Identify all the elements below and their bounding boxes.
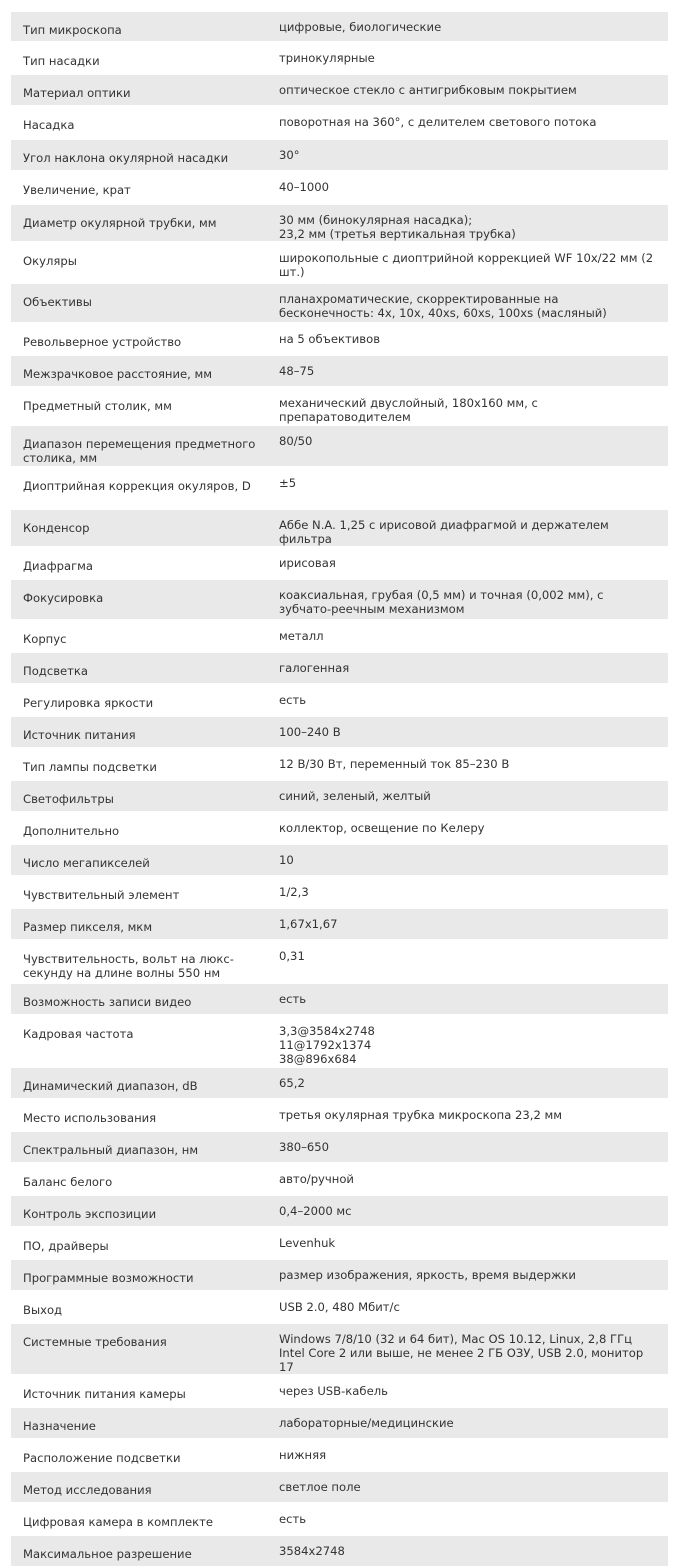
spec-value: механический двуслойный, 180х160 мм, с препаратоводителем: [268, 388, 668, 424]
spec-row: [11, 1016, 668, 1066]
spec-row: [11, 324, 668, 354]
spec-key: Размер пикселя, мкм: [11, 909, 268, 939]
spec-row: [11, 1324, 668, 1374]
spec-row: [11, 941, 668, 982]
spec-value: ирисовая: [268, 548, 668, 578]
spec-key: Динамический диапазон, dB: [11, 1068, 268, 1098]
spec-value: Levenhuk: [268, 1228, 668, 1258]
spec-key: Диапазон перемещения предметного столика, мм: [11, 426, 268, 466]
spec-row: [11, 877, 668, 907]
spec-key: Угол наклона окулярной насадки: [11, 140, 268, 170]
spec-row: [11, 1260, 668, 1290]
spec-key: Револьверное устройство: [11, 324, 268, 354]
spec-value: нижняя: [268, 1440, 668, 1470]
spec-value: светлое поле: [268, 1472, 668, 1502]
spec-key: Диоптрийная коррекция окуляров, D: [11, 468, 268, 508]
spec-row: [11, 621, 668, 651]
spec-key: Максимальное разрешение: [11, 1536, 268, 1566]
spec-row: [11, 43, 668, 73]
spec-value: галогенная: [268, 653, 668, 683]
spec-value: есть: [268, 1504, 668, 1534]
spec-key: Конденсор: [11, 510, 268, 546]
spec-key: Материал оптики: [11, 75, 268, 105]
spec-key: Источник питания: [11, 717, 268, 747]
spec-value: 80/50: [268, 426, 668, 466]
spec-row: [11, 1376, 668, 1406]
spec-row: [11, 1100, 668, 1130]
spec-key: Число мегапикселей: [11, 845, 268, 875]
spec-key: Чувствительность, вольт на люкс-секунду на длине волны 550 нм: [11, 941, 268, 982]
spec-value: металл: [268, 621, 668, 651]
spec-value: Аббе N.A. 1,25 с ирисовой диафрагмой и держателем фильтра: [268, 510, 668, 546]
spec-value: 65,2: [268, 1068, 668, 1098]
spec-row: [11, 653, 668, 683]
spec-key: Дополнительно: [11, 813, 268, 843]
spec-value: 3584x2748: [268, 1536, 668, 1566]
spec-value: на 5 объективов: [268, 324, 668, 354]
spec-key: Объективы: [11, 284, 268, 322]
spec-value: коллектор, освещение по Келеру: [268, 813, 668, 843]
specs-table: [11, 10, 668, 1568]
spec-key: Системные требования: [11, 1324, 268, 1374]
spec-value: 12 В/30 Вт, переменный ток 85–230 В: [268, 749, 668, 779]
spec-row: [11, 548, 668, 578]
spec-row: [11, 1292, 668, 1322]
spec-key: Предметный столик, мм: [11, 388, 268, 424]
spec-row: [11, 1228, 668, 1258]
spec-row: [11, 1164, 668, 1194]
spec-row: [11, 1440, 668, 1470]
spec-key: Место использования: [11, 1100, 268, 1130]
spec-key: Возможность записи видео: [11, 984, 268, 1014]
spec-value: третья окулярная трубка микроскопа 23,2 мм: [268, 1100, 668, 1130]
spec-key: Программные возможности: [11, 1260, 268, 1290]
spec-value: 48–75: [268, 356, 668, 386]
spec-key: Метод исследования: [11, 1472, 268, 1502]
spec-value: оптическое стекло с антигрибковым покрытием: [268, 75, 668, 105]
spec-key: Спектральный диапазон, нм: [11, 1132, 268, 1162]
spec-row: [11, 580, 668, 619]
spec-value: тринокулярные: [268, 43, 668, 73]
spec-key: Тип микроскопа: [11, 12, 268, 41]
spec-value: синий, зеленый, желтый: [268, 781, 668, 811]
spec-row: [11, 205, 668, 241]
spec-value: USB 2.0, 480 Мбит/с: [268, 1292, 668, 1322]
spec-value: ±5: [268, 468, 668, 508]
spec-row: [11, 1068, 668, 1098]
spec-row: [11, 75, 668, 105]
spec-value: широкопольные с диоптрийной коррекцией WF 10x/22 мм (2 шт.): [268, 243, 668, 282]
spec-key: Назначение: [11, 1408, 268, 1438]
spec-row: [11, 468, 668, 508]
spec-key: Корпус: [11, 621, 268, 651]
spec-row: [11, 1504, 668, 1534]
spec-key: Контроль экспозиции: [11, 1196, 268, 1226]
spec-row: [11, 1408, 668, 1438]
spec-value: авто/ручной: [268, 1164, 668, 1194]
spec-value: 100–240 В: [268, 717, 668, 747]
spec-value: 10: [268, 845, 668, 875]
spec-key: Диафрагма: [11, 548, 268, 578]
spec-value: 30 мм (бинокулярная насадка); 23,2 мм (третья вертикальная трубка): [268, 205, 668, 241]
spec-key: Окуляры: [11, 243, 268, 282]
spec-key: Подсветка: [11, 653, 268, 683]
spec-row: [11, 749, 668, 779]
spec-row: [11, 781, 668, 811]
spec-value: есть: [268, 984, 668, 1014]
spec-row: [11, 909, 668, 939]
spec-row: [11, 510, 668, 546]
spec-key: Фокусировка: [11, 580, 268, 619]
spec-value: лабораторные/медицинские: [268, 1408, 668, 1438]
spec-key: Расположение подсветки: [11, 1440, 268, 1470]
spec-key: Кадровая частота: [11, 1016, 268, 1066]
spec-row: [11, 426, 668, 466]
spec-row: [11, 388, 668, 424]
spec-key: Тип насадки: [11, 43, 268, 73]
spec-row: [11, 140, 668, 170]
spec-value: 40–1000: [268, 172, 668, 203]
spec-key: Насадка: [11, 107, 268, 138]
spec-row: [11, 243, 668, 282]
spec-row: [11, 717, 668, 747]
spec-value: планахроматические, скорректированные на бесконечность: 4х, 10х, 40xs, 60xs, 100xs (масляный): [268, 284, 668, 322]
spec-value: поворотная на 360°, с делителем светового потока: [268, 107, 668, 138]
spec-value: через USB-кабель: [268, 1376, 668, 1406]
spec-value: 380–650: [268, 1132, 668, 1162]
spec-key: Баланс белого: [11, 1164, 268, 1194]
spec-row: [11, 356, 668, 386]
spec-row: [11, 12, 668, 41]
spec-row: [11, 1536, 668, 1566]
spec-value: коаксиальная, грубая (0,5 мм) и точная (0,002 мм), с зубчато-реечным механизмом: [268, 580, 668, 619]
spec-row: [11, 813, 668, 843]
spec-value: размер изображения, яркость, время выдержки: [268, 1260, 668, 1290]
spec-row: [11, 1196, 668, 1226]
spec-row: [11, 845, 668, 875]
spec-row: [11, 284, 668, 322]
spec-key: Увеличение, крат: [11, 172, 268, 203]
spec-row: [11, 1472, 668, 1502]
spec-key: Регулировка яркости: [11, 685, 268, 715]
spec-value: 0,4–2000 мс: [268, 1196, 668, 1226]
spec-key: Источник питания камеры: [11, 1376, 268, 1406]
spec-row: [11, 685, 668, 715]
spec-row: [11, 1132, 668, 1162]
spec-key: Тип лампы подсветки: [11, 749, 268, 779]
spec-value: 3,3@3584x2748 11@1792x1374 38@896x684: [268, 1016, 668, 1066]
spec-key: Межзрачковое расстояние, мм: [11, 356, 268, 386]
spec-value: 0,31: [268, 941, 668, 982]
spec-key: Выход: [11, 1292, 268, 1322]
spec-key: Цифровая камера в комплекте: [11, 1504, 268, 1534]
spec-key: Диаметр окулярной трубки, мм: [11, 205, 268, 241]
spec-value: есть: [268, 685, 668, 715]
spec-row: [11, 984, 668, 1014]
spec-value: 30°: [268, 140, 668, 170]
spec-row: [11, 107, 668, 138]
spec-value: 1,67х1,67: [268, 909, 668, 939]
spec-key: Светофильтры: [11, 781, 268, 811]
spec-key: ПО, драйверы: [11, 1228, 268, 1258]
spec-value: цифровые, биологические: [268, 12, 668, 41]
spec-value: 1/2,3: [268, 877, 668, 907]
spec-key: Чувствительный элемент: [11, 877, 268, 907]
spec-value: Windows 7/8/10 (32 и 64 бит), Mac OS 10.12, Linux, 2,8 ГГц Intel Core 2 или выше, не менее 2 ГБ ОЗУ, USB 2.0, монитор 17: [268, 1324, 668, 1374]
specs-table-body: [11, 12, 668, 1566]
spec-row: [11, 172, 668, 203]
